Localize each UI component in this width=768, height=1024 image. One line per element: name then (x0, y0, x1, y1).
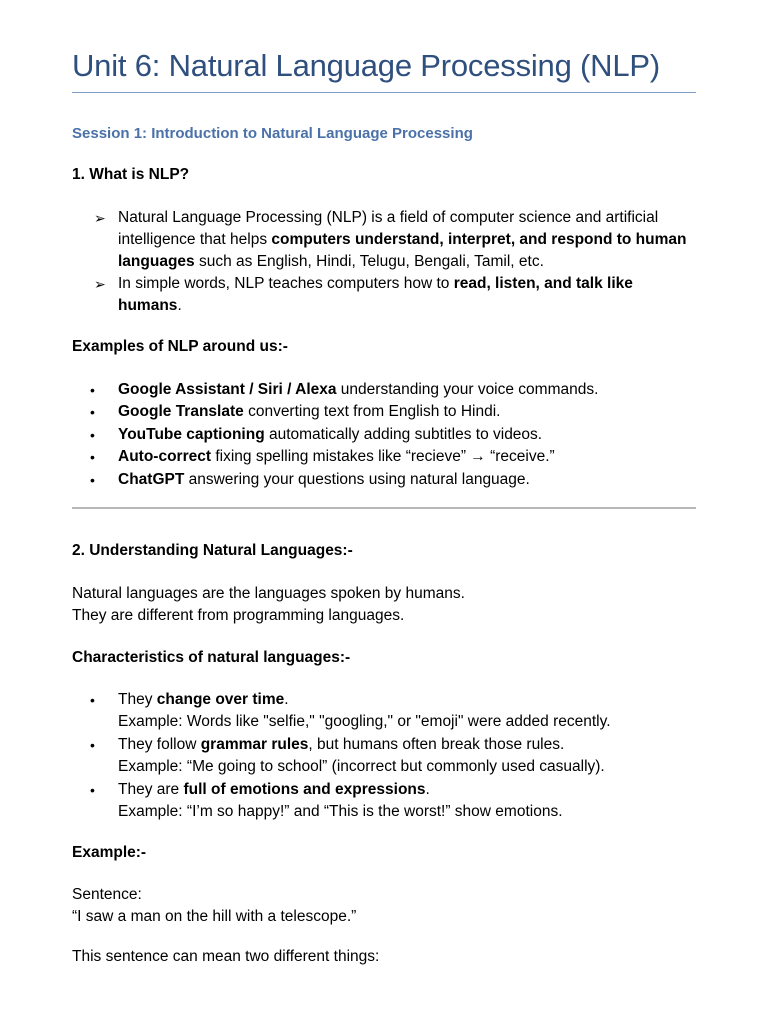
definition-point: ➢ Natural Language Processing (NLP) is a field of computer science and artificial intelligence that helps computers understand, interpret, and respond to human languages such as English, Hindi, Telugu, Bengali, Tamil, etc. (94, 209, 687, 270)
nlp-definition-list (72, 207, 696, 317)
bullet-icon: • (90, 382, 95, 398)
list-item: • They are full of emotions and expressions. Example: “I’m so happy!” and “This is the worst!” show emotions. (72, 779, 696, 824)
section-2-intro (72, 583, 696, 627)
session-heading: Session 1: Introduction to Natural Language Processing (72, 125, 473, 142)
intro-line: They are different from programming languages. (72, 607, 405, 624)
bullet-icon: • (90, 736, 95, 753)
characteristics-heading: Characteristics of natural languages:- (72, 649, 351, 666)
arrow-bullet-icon: ➢ (94, 276, 106, 292)
example-heading-block (72, 842, 696, 864)
section-1-heading: 1. What is NLP? (72, 166, 190, 183)
list-item: • ChatGPT answering your questions using natural language. (72, 469, 696, 491)
list-item: • Auto-correct fixing spelling mistakes like “recieve” → “receive.” (72, 446, 696, 468)
list-item: • Google Assistant / Siri / Alexa understanding your voice commands. (72, 379, 696, 401)
section-2-heading: 2. Understanding Natural Languages:- (72, 542, 353, 559)
example-line: Example: Words like "selfie," "googling," or "emoji" were added recently. (118, 713, 611, 731)
examples-heading-block (72, 336, 696, 358)
horizontal-divider (72, 507, 696, 509)
example-heading: Example:- (72, 844, 147, 861)
example-line: Example: “I’m so happy!” and “This is the worst!” show emotions. (118, 803, 563, 821)
list-item: • They follow grammar rules, but humans often break those rules. Example: “Me going to school” (incorrect but commonly used casually). (72, 734, 696, 779)
example-line: Example: “Me going to school” (incorrect but commonly used casually). (118, 758, 605, 776)
intro-line: Natural languages are the languages spoken by humans. (72, 585, 465, 602)
characteristics-heading-block (72, 647, 696, 669)
page-title: Unit 6: Natural Language Processing (NLP) (72, 48, 661, 83)
title-underline (72, 92, 696, 93)
sentence-label: Sentence: (72, 886, 142, 903)
examples-heading: Examples of NLP around us:- (72, 338, 288, 355)
list-item: • They change over time. Example: Words like "selfie," "googling," or "emoji" were added recently. (72, 689, 696, 734)
examples-list (72, 379, 696, 491)
arrow-bullet-icon: ➢ (94, 210, 106, 226)
list-item: • YouTube captioning automatically adding subtitles to videos. (72, 424, 696, 446)
meaning-intro-block (72, 946, 696, 968)
example-sentence: “I saw a man on the hill with a telescope.” (72, 908, 357, 925)
meaning-intro: This sentence can mean two different things: (72, 948, 380, 965)
bullet-icon: • (90, 471, 95, 488)
sentence-block (72, 884, 696, 928)
bullet-icon: • (90, 404, 95, 421)
bullet-icon: • (90, 426, 95, 443)
bullet-icon: • (90, 781, 95, 798)
definition-point: ➢ In simple words, NLP teaches computers how to read, listen, and talk like humans. (94, 275, 633, 314)
bullet-icon: • (90, 449, 95, 466)
list-item: • Google Translate converting text from English to Hindi. (72, 401, 696, 423)
bullet-icon: • (90, 692, 95, 708)
section-1 (72, 164, 696, 186)
characteristics-list (72, 689, 696, 823)
section-2 (72, 540, 696, 562)
